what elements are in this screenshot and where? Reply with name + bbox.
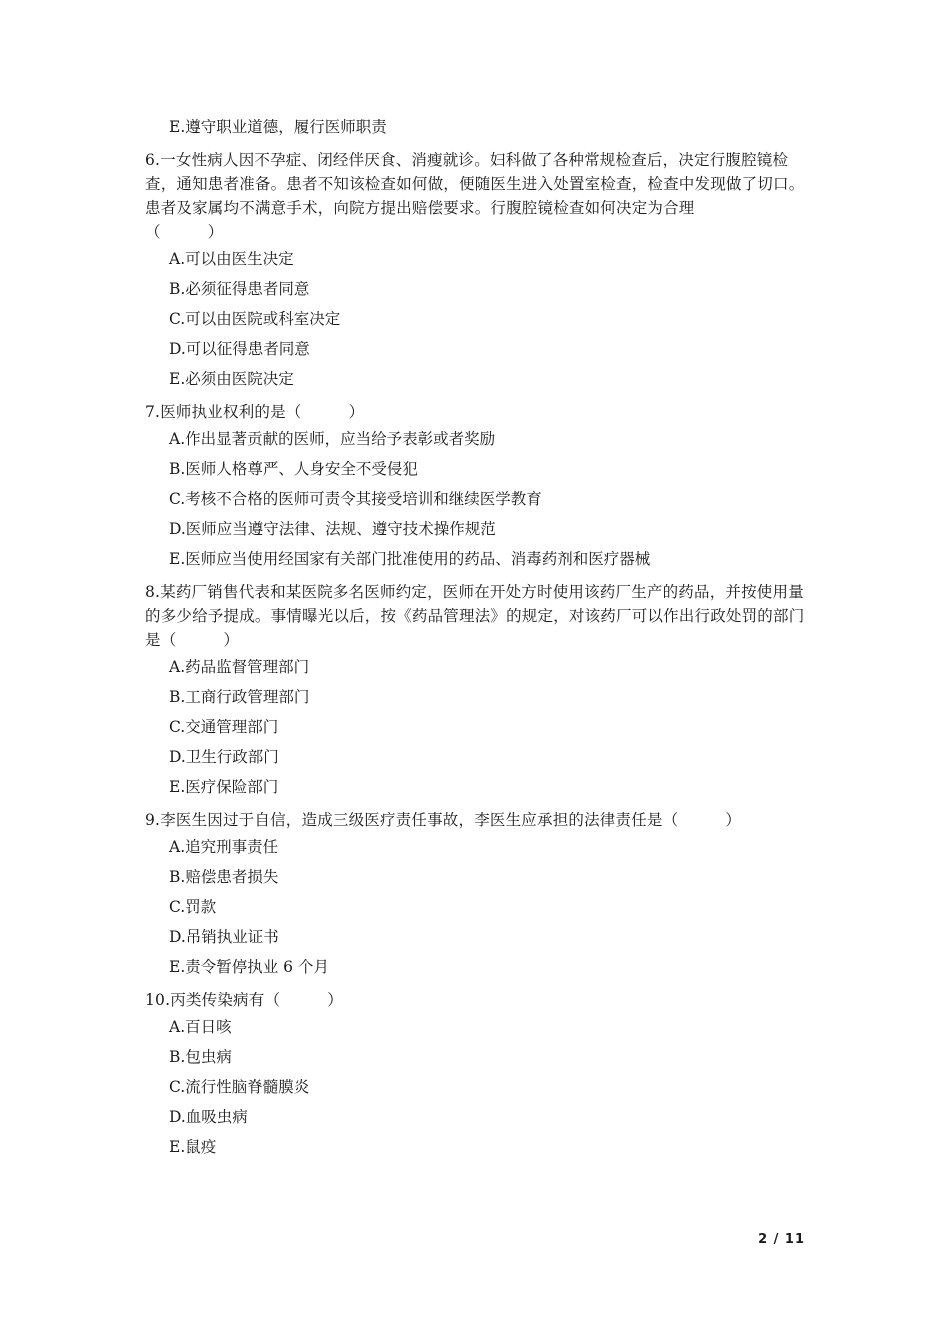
option-e: E.鼠疫 (169, 1138, 217, 1156)
option-c: C.可以由医院或科室决定 (169, 310, 341, 328)
option-d: D.吊销执业证书 (169, 928, 279, 946)
option-c: C.罚款 (169, 898, 217, 916)
option-d: D.可以征得患者同意 (169, 340, 310, 358)
option-e: E.责令暂停执业 6 个月 (169, 958, 329, 976)
leading-option: E.遵守职业道德，履行医师职责 (169, 118, 387, 136)
option-b: B.必须征得患者同意 (169, 280, 310, 298)
option-a: A.百日咳 (169, 1018, 232, 1036)
question-stem: 7.医师执业权利的是（ ） (145, 403, 365, 421)
question-10 (145, 988, 810, 1162)
option-a: A.药品监督管理部门 (169, 658, 310, 676)
question-stem: 8.某药厂销售代表和某医院多名医师约定，医师在开处方时使用该药厂生产的药品，并按使用量的多少给予提成。事情曝光以后，按《药品管理法》的规定，对该药厂可以作出行政处罚的部门是（ ） (145, 583, 805, 649)
option-c: C.交通管理部门 (169, 718, 279, 736)
option-d: D.血吸虫病 (169, 1108, 248, 1126)
page-content (145, 112, 810, 1162)
question-stem: 10.丙类传染病有（ ） (145, 991, 343, 1009)
option-a: A.可以由医生决定 (169, 250, 294, 268)
option-b: B.医师人格尊严、人身安全不受侵犯 (169, 460, 418, 478)
option-e: E.必须由医院决定 (169, 370, 294, 388)
question-8 (145, 580, 810, 802)
option-c: C.考核不合格的医师可责令其接受培训和继续医学教育 (169, 490, 542, 508)
question-9 (145, 808, 810, 982)
option-a: A.作出显著贡献的医师，应当给予表彰或者奖励 (169, 430, 496, 448)
option-c: C.流行性脑脊髓膜炎 (169, 1078, 310, 1096)
option-e: E.医师应当使用经国家有关部门批准使用的药品、消毒药剂和医疗器械 (169, 550, 651, 568)
option-d: D.医师应当遵守法律、法规、遵守技术操作规范 (169, 520, 496, 538)
option-a: A.追究刑事责任 (169, 838, 279, 856)
option-b: B.赔偿患者损失 (169, 868, 279, 886)
option-b: B.工商行政管理部门 (169, 688, 310, 706)
question-stem: 6.一女性病人因不孕症、闭经伴厌食、消瘦就诊。妇科做了各种常规检查后，决定行腹腔镜检查，通知患者准备。患者不知该检查如何做，便随医生进入处置室检查，检查中发现做了切口。患者及家属均不满意手术，向院方提出赔偿要求。行腹腔镜检查如何决定为合理 （ ） (145, 151, 805, 241)
question-7 (145, 400, 810, 574)
option-b: B.包虫病 (169, 1048, 232, 1066)
option-d: D.卫生行政部门 (169, 748, 279, 766)
page-number: 2 / 11 (758, 1232, 805, 1247)
question-6 (145, 148, 810, 394)
question-stem: 9.李医生因过于自信，造成三级医疗责任事故，李医生应承担的法律责任是（ ） (145, 811, 742, 829)
option-e: E.医疗保险部门 (169, 778, 279, 796)
